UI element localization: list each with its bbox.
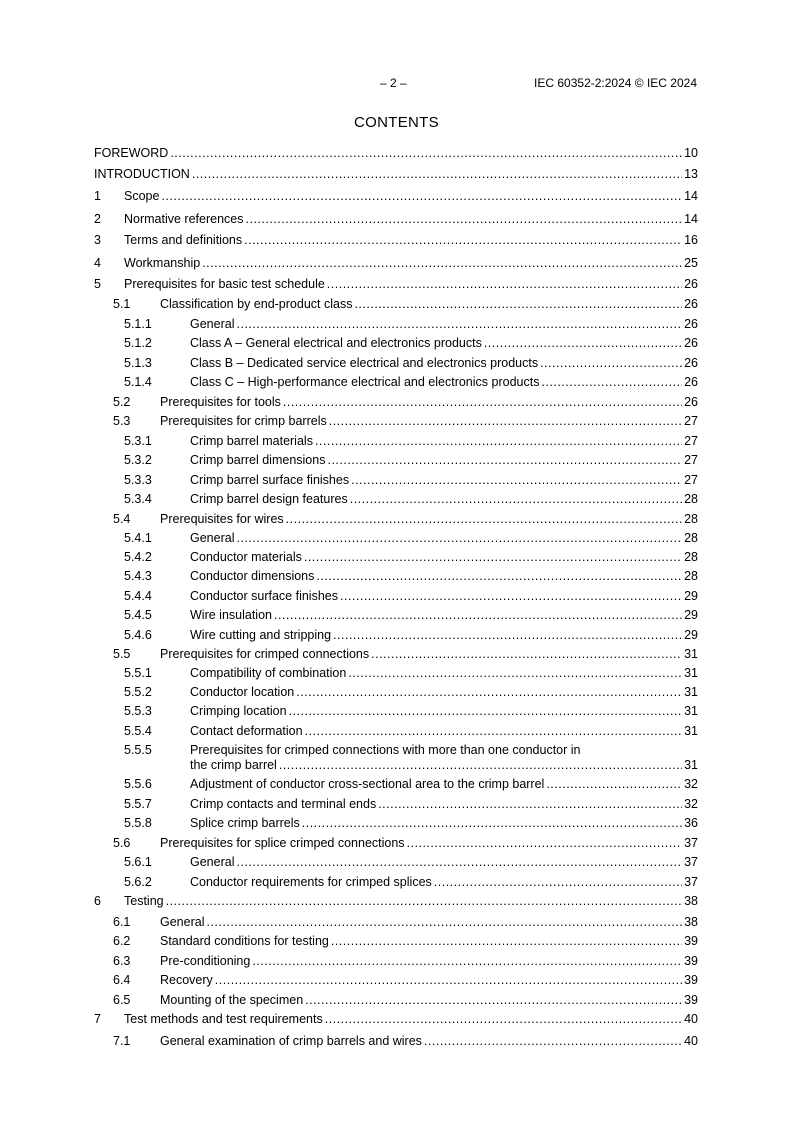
toc-entry-title-line: Scope — [124, 189, 160, 203]
toc-entry-title-line: General — [190, 855, 235, 869]
toc-entry-title-line: Wire insulation — [190, 608, 272, 622]
toc-entry-title-line: General examination of crimp barrels and wires — [160, 1034, 422, 1048]
toc-entry-title — [190, 589, 698, 604]
toc-entry-page: 28 — [684, 569, 698, 583]
dot-leader — [206, 915, 682, 930]
dot-leader — [329, 414, 682, 429]
toc-entry-title — [124, 189, 698, 204]
dot-leader — [236, 531, 682, 546]
toc-entry-page: 37 — [684, 875, 698, 889]
toc-entry-number: 3 — [94, 233, 101, 247]
toc-entry-number: 5.3.2 — [124, 453, 152, 467]
toc-entry-number: 6.4 — [113, 973, 131, 987]
toc-entry-page: 28 — [684, 531, 698, 545]
dot-leader — [327, 277, 682, 292]
toc-entry-number: 5.4.6 — [124, 628, 152, 642]
toc-entry-page: 37 — [684, 855, 698, 869]
toc-entry-title-line: Prerequisites for crimped connections — [160, 647, 370, 661]
toc-entry-title-line: Prerequisites for splice crimped connections — [160, 836, 405, 850]
dot-leader — [327, 453, 682, 468]
toc-entry-page: 31 — [684, 647, 698, 661]
dot-leader — [371, 647, 682, 662]
toc-entry-number: 4 — [94, 256, 101, 270]
toc-entry-title — [160, 954, 698, 969]
toc-entry-title — [124, 233, 698, 248]
toc-entry-title-line: General — [190, 531, 235, 545]
toc-entry-page: 26 — [684, 375, 698, 389]
toc-entry-number: 5.4 — [113, 512, 131, 526]
dot-leader — [424, 1034, 682, 1049]
toc-entry-title — [124, 212, 698, 227]
toc-entry-title-line: Recovery — [160, 973, 213, 987]
toc-entry-page: 14 — [684, 212, 698, 226]
toc-entry-title — [94, 167, 698, 182]
toc-entry-title-line: Compatibility of combination — [190, 666, 347, 680]
dot-leader — [296, 685, 682, 700]
toc-entry-title-line: Class C – High-performance electrical and electronics products — [190, 375, 540, 389]
toc-entry-title-line: Prerequisites for tools — [160, 395, 281, 409]
toc-entry-number: 5.1.3 — [124, 356, 152, 370]
toc-entry-title — [190, 704, 698, 719]
toc-entry-number: 5.5.2 — [124, 685, 152, 699]
toc-entry-number: 5.1 — [113, 297, 131, 311]
toc-entry-title — [94, 146, 698, 161]
toc-entry-number: 2 — [94, 212, 101, 226]
toc-entry-title — [160, 993, 698, 1008]
toc-entry-title-line: Mounting of the specimen — [160, 993, 304, 1007]
toc-entry-title — [124, 256, 698, 271]
toc-entry-title — [124, 277, 698, 292]
toc-entry-page: 29 — [684, 628, 698, 642]
toc-entry-title-line: Conductor materials — [190, 550, 302, 564]
toc-entry-number: 5.4.5 — [124, 608, 152, 622]
dot-leader — [331, 934, 682, 949]
toc-entry-page: 27 — [684, 434, 698, 448]
toc-entry-title — [160, 395, 698, 410]
toc-entry-title — [190, 724, 698, 739]
toc-entry-page: 26 — [684, 336, 698, 350]
toc-entry-number: 5.5.5 — [124, 743, 152, 757]
toc-entry-page: 32 — [684, 777, 698, 791]
dot-leader — [244, 233, 682, 248]
toc-entry-page: 39 — [684, 954, 698, 968]
toc-entry-number: 5 — [94, 277, 101, 291]
dot-leader — [289, 704, 683, 719]
dot-leader — [333, 628, 682, 643]
dot-leader — [304, 550, 682, 565]
toc-entry-number: 5.5.7 — [124, 797, 152, 811]
toc-entry-title-line: Crimp barrel dimensions — [190, 453, 326, 467]
dot-leader — [236, 317, 682, 332]
toc-entry-title-line: Prerequisites for wires — [160, 512, 284, 526]
toc-entry-page: 28 — [684, 512, 698, 526]
toc-entry-title-line: Crimp barrel design features — [190, 492, 348, 506]
toc-entry-title — [160, 647, 698, 662]
toc-entry-title — [160, 1034, 698, 1049]
toc-entry-title-line: Crimp contacts and terminal ends — [190, 797, 377, 811]
dot-leader — [350, 492, 682, 507]
toc-entry-title — [190, 666, 698, 681]
dot-leader — [192, 167, 682, 182]
toc-entry-number: 5.3.3 — [124, 473, 152, 487]
toc-entry-title — [160, 934, 698, 949]
dot-leader — [252, 954, 682, 969]
toc-entry-title-line: Conductor surface finishes — [190, 589, 338, 603]
toc-entry-title — [160, 915, 698, 930]
toc-entry-page: 38 — [684, 894, 698, 908]
toc-entry-title-line: INTRODUCTION — [94, 167, 190, 181]
dot-leader — [351, 473, 682, 488]
dot-leader — [283, 395, 682, 410]
toc-entry-title — [190, 816, 698, 831]
dot-leader — [274, 608, 682, 623]
toc-entry-number: 5.3 — [113, 414, 131, 428]
toc-entry-page: 40 — [684, 1034, 698, 1048]
toc-entry-title-line: Classification by end-product class — [160, 297, 353, 311]
toc-entry-title — [190, 550, 698, 565]
toc-entry-title-line: Testing — [124, 894, 164, 908]
toc-entry-page: 10 — [684, 146, 698, 160]
dot-leader — [166, 894, 682, 909]
toc-entry-title — [190, 777, 698, 792]
toc-entry-number: 5.5 — [113, 647, 131, 661]
toc-entry-number: 5.1.1 — [124, 317, 152, 331]
toc-entry-page: 27 — [684, 453, 698, 467]
toc-entry-title-line: Crimp barrel materials — [190, 434, 313, 448]
toc-entry-number: 7 — [94, 1012, 101, 1026]
toc-entry-title — [160, 414, 698, 429]
toc-entry-title-line: Conductor location — [190, 685, 295, 699]
toc-entry-page: 16 — [684, 233, 698, 247]
dot-leader — [340, 589, 682, 604]
toc-entry-title-line: Terms and definitions — [124, 233, 243, 247]
toc-entry-title — [190, 855, 698, 870]
toc-entry-title — [190, 434, 698, 449]
dot-leader — [541, 375, 682, 390]
dot-leader — [246, 212, 683, 227]
toc-entry-number: 5.1.2 — [124, 336, 152, 350]
toc-entry-page: 26 — [684, 297, 698, 311]
toc-entry-number: 5.4.4 — [124, 589, 152, 603]
toc-entry-title-line: General — [160, 915, 205, 929]
dot-leader — [316, 569, 682, 584]
toc-entry-page: 26 — [684, 356, 698, 370]
toc-entry-title — [190, 492, 698, 507]
toc-entry-number: 5.3.1 — [124, 434, 152, 448]
toc-entry-page: 36 — [684, 816, 698, 830]
dot-leader — [170, 146, 682, 161]
toc-entry-number: 5.5.1 — [124, 666, 152, 680]
toc-entry-number: 6.3 — [113, 954, 131, 968]
toc-entry-page: 26 — [684, 317, 698, 331]
toc-entry-title-line: Conductor dimensions — [190, 569, 315, 583]
toc-entry-page: 31 — [684, 685, 698, 699]
toc-entry-title-line: Prerequisites for crimped connections with more than one conductor in — [190, 743, 581, 757]
dot-leader — [354, 297, 682, 312]
dot-leader — [161, 189, 682, 204]
dot-leader — [305, 724, 683, 739]
toc-entry-number: 7.1 — [113, 1034, 131, 1048]
dot-leader — [305, 993, 682, 1008]
dot-leader — [286, 512, 682, 527]
toc-entry-title-line: Adjustment of conductor cross-sectional area to the crimp barrel — [190, 777, 545, 791]
toc-entry-page: 37 — [684, 836, 698, 850]
toc-entry-title — [190, 685, 698, 700]
toc-entry-title — [190, 453, 698, 468]
toc-entry-title — [190, 375, 698, 390]
toc-entry-title-line: Prerequisites for crimp barrels — [160, 414, 327, 428]
toc-entry-page: 31 — [684, 758, 698, 772]
standard-reference: IEC 60352-2:2024 © IEC 2024 — [534, 76, 697, 90]
toc-entry-page: 29 — [684, 589, 698, 603]
toc-entry-number: 1 — [94, 189, 101, 203]
toc-entry-page: 29 — [684, 608, 698, 622]
toc-entry-page: 26 — [684, 395, 698, 409]
toc-entry-page: 38 — [684, 915, 698, 929]
toc-entry-title — [160, 836, 698, 851]
dot-leader — [378, 797, 682, 812]
toc-entry-title-line: Splice crimp barrels — [190, 816, 300, 830]
contents-title: CONTENTS — [354, 114, 439, 131]
toc-entry-page: 32 — [684, 797, 698, 811]
dot-leader — [302, 816, 682, 831]
dot-leader — [215, 973, 682, 988]
toc-entry-page: 31 — [684, 724, 698, 738]
toc-entry-page: 25 — [684, 256, 698, 270]
dot-leader — [407, 836, 683, 851]
dot-leader — [315, 434, 682, 449]
toc-entry-page: 27 — [684, 414, 698, 428]
toc-entry-title — [190, 473, 698, 488]
toc-entry-number: 5.5.4 — [124, 724, 152, 738]
toc-entry-number: 5.2 — [113, 395, 131, 409]
toc-entry-number: 5.5.6 — [124, 777, 152, 791]
toc-entry-page: 40 — [684, 1012, 698, 1026]
toc-entry-title — [190, 569, 698, 584]
toc-entry-title-line: Crimp barrel surface finishes — [190, 473, 350, 487]
toc-entry-title — [124, 894, 698, 909]
dot-leader — [279, 758, 682, 773]
toc-entry-page: 39 — [684, 993, 698, 1007]
toc-entry-number: 6.2 — [113, 934, 131, 948]
toc-entry-title-line: Crimping location — [190, 704, 287, 718]
toc-entry-title-line: Pre-conditioning — [160, 954, 251, 968]
toc-entry-number: 5.4.3 — [124, 569, 152, 583]
toc-entry-number: 6 — [94, 894, 101, 908]
toc-entry-number: 5.6.2 — [124, 875, 152, 889]
toc-entry-title-line: Class B – Dedicated service electrical and electronics products — [190, 356, 539, 370]
toc-entry-title-line: FOREWORD — [94, 146, 169, 160]
toc-entry-title — [190, 608, 698, 623]
toc-entry-title-line: Class A – General electrical and electronics products — [190, 336, 482, 350]
dot-leader — [484, 336, 682, 351]
toc-entry-title — [190, 797, 698, 812]
toc-entry-title-line: Test methods and test requirements — [124, 1012, 323, 1026]
toc-entry-page: 28 — [684, 550, 698, 564]
dot-leader — [236, 855, 682, 870]
toc-entry-page: 39 — [684, 934, 698, 948]
toc-entry-title — [190, 875, 698, 890]
toc-entry-page: 14 — [684, 189, 698, 203]
toc-entry-title-line: Normative references — [124, 212, 244, 226]
toc-entry-page: 31 — [684, 704, 698, 718]
toc-entry-title-line: Standard conditions for testing — [160, 934, 329, 948]
toc-entry-title-line: Prerequisites for basic test schedule — [124, 277, 325, 291]
toc-entry-number: 6.1 — [113, 915, 131, 929]
toc-entry-title — [160, 973, 698, 988]
dot-leader — [325, 1012, 682, 1027]
toc-entry-number: 5.6.1 — [124, 855, 152, 869]
toc-entry-page: 28 — [684, 492, 698, 506]
toc-entry-title — [190, 628, 698, 643]
toc-entry-title-line: Workmanship — [124, 256, 201, 270]
toc-entry-number: 5.3.4 — [124, 492, 152, 506]
toc-entry-number: 5.6 — [113, 836, 131, 850]
toc-entry-title-line: Conductor requirements for crimped splices — [190, 875, 432, 889]
toc-entry-title — [190, 356, 698, 371]
dot-leader — [546, 777, 682, 792]
toc-entry-title — [190, 531, 698, 546]
toc-entry-title — [124, 1012, 698, 1027]
toc-entry-title — [160, 512, 698, 527]
toc-entry-title — [160, 297, 698, 312]
toc-entry-number: 5.5.8 — [124, 816, 152, 830]
toc-entry-page: 31 — [684, 666, 698, 680]
toc-entry-page: 13 — [684, 167, 698, 181]
toc-entry-title-line: Contact deformation — [190, 724, 303, 738]
dot-leader — [202, 256, 682, 271]
toc-entry-number: 5.4.1 — [124, 531, 152, 545]
toc-entry-title-line: General — [190, 317, 235, 331]
toc-entry-title-line: the crimp barrel — [190, 758, 277, 772]
toc-entry-number: 5.5.3 — [124, 704, 152, 718]
page-number: – 2 – — [380, 76, 407, 90]
toc-entry-page: 26 — [684, 277, 698, 291]
toc-entry-title — [190, 743, 698, 773]
toc-entry-number: 6.5 — [113, 993, 131, 1007]
dot-leader — [348, 666, 682, 681]
toc-entry-title — [190, 336, 698, 351]
toc-entry-title-line: Wire cutting and stripping — [190, 628, 332, 642]
toc-entry-number: 5.4.2 — [124, 550, 152, 564]
toc-entry-page: 39 — [684, 973, 698, 987]
toc-entry-title — [190, 317, 698, 332]
dot-leader — [434, 875, 682, 890]
toc-entry-page: 27 — [684, 473, 698, 487]
toc-entry-number: 5.1.4 — [124, 375, 152, 389]
dot-leader — [540, 356, 682, 371]
